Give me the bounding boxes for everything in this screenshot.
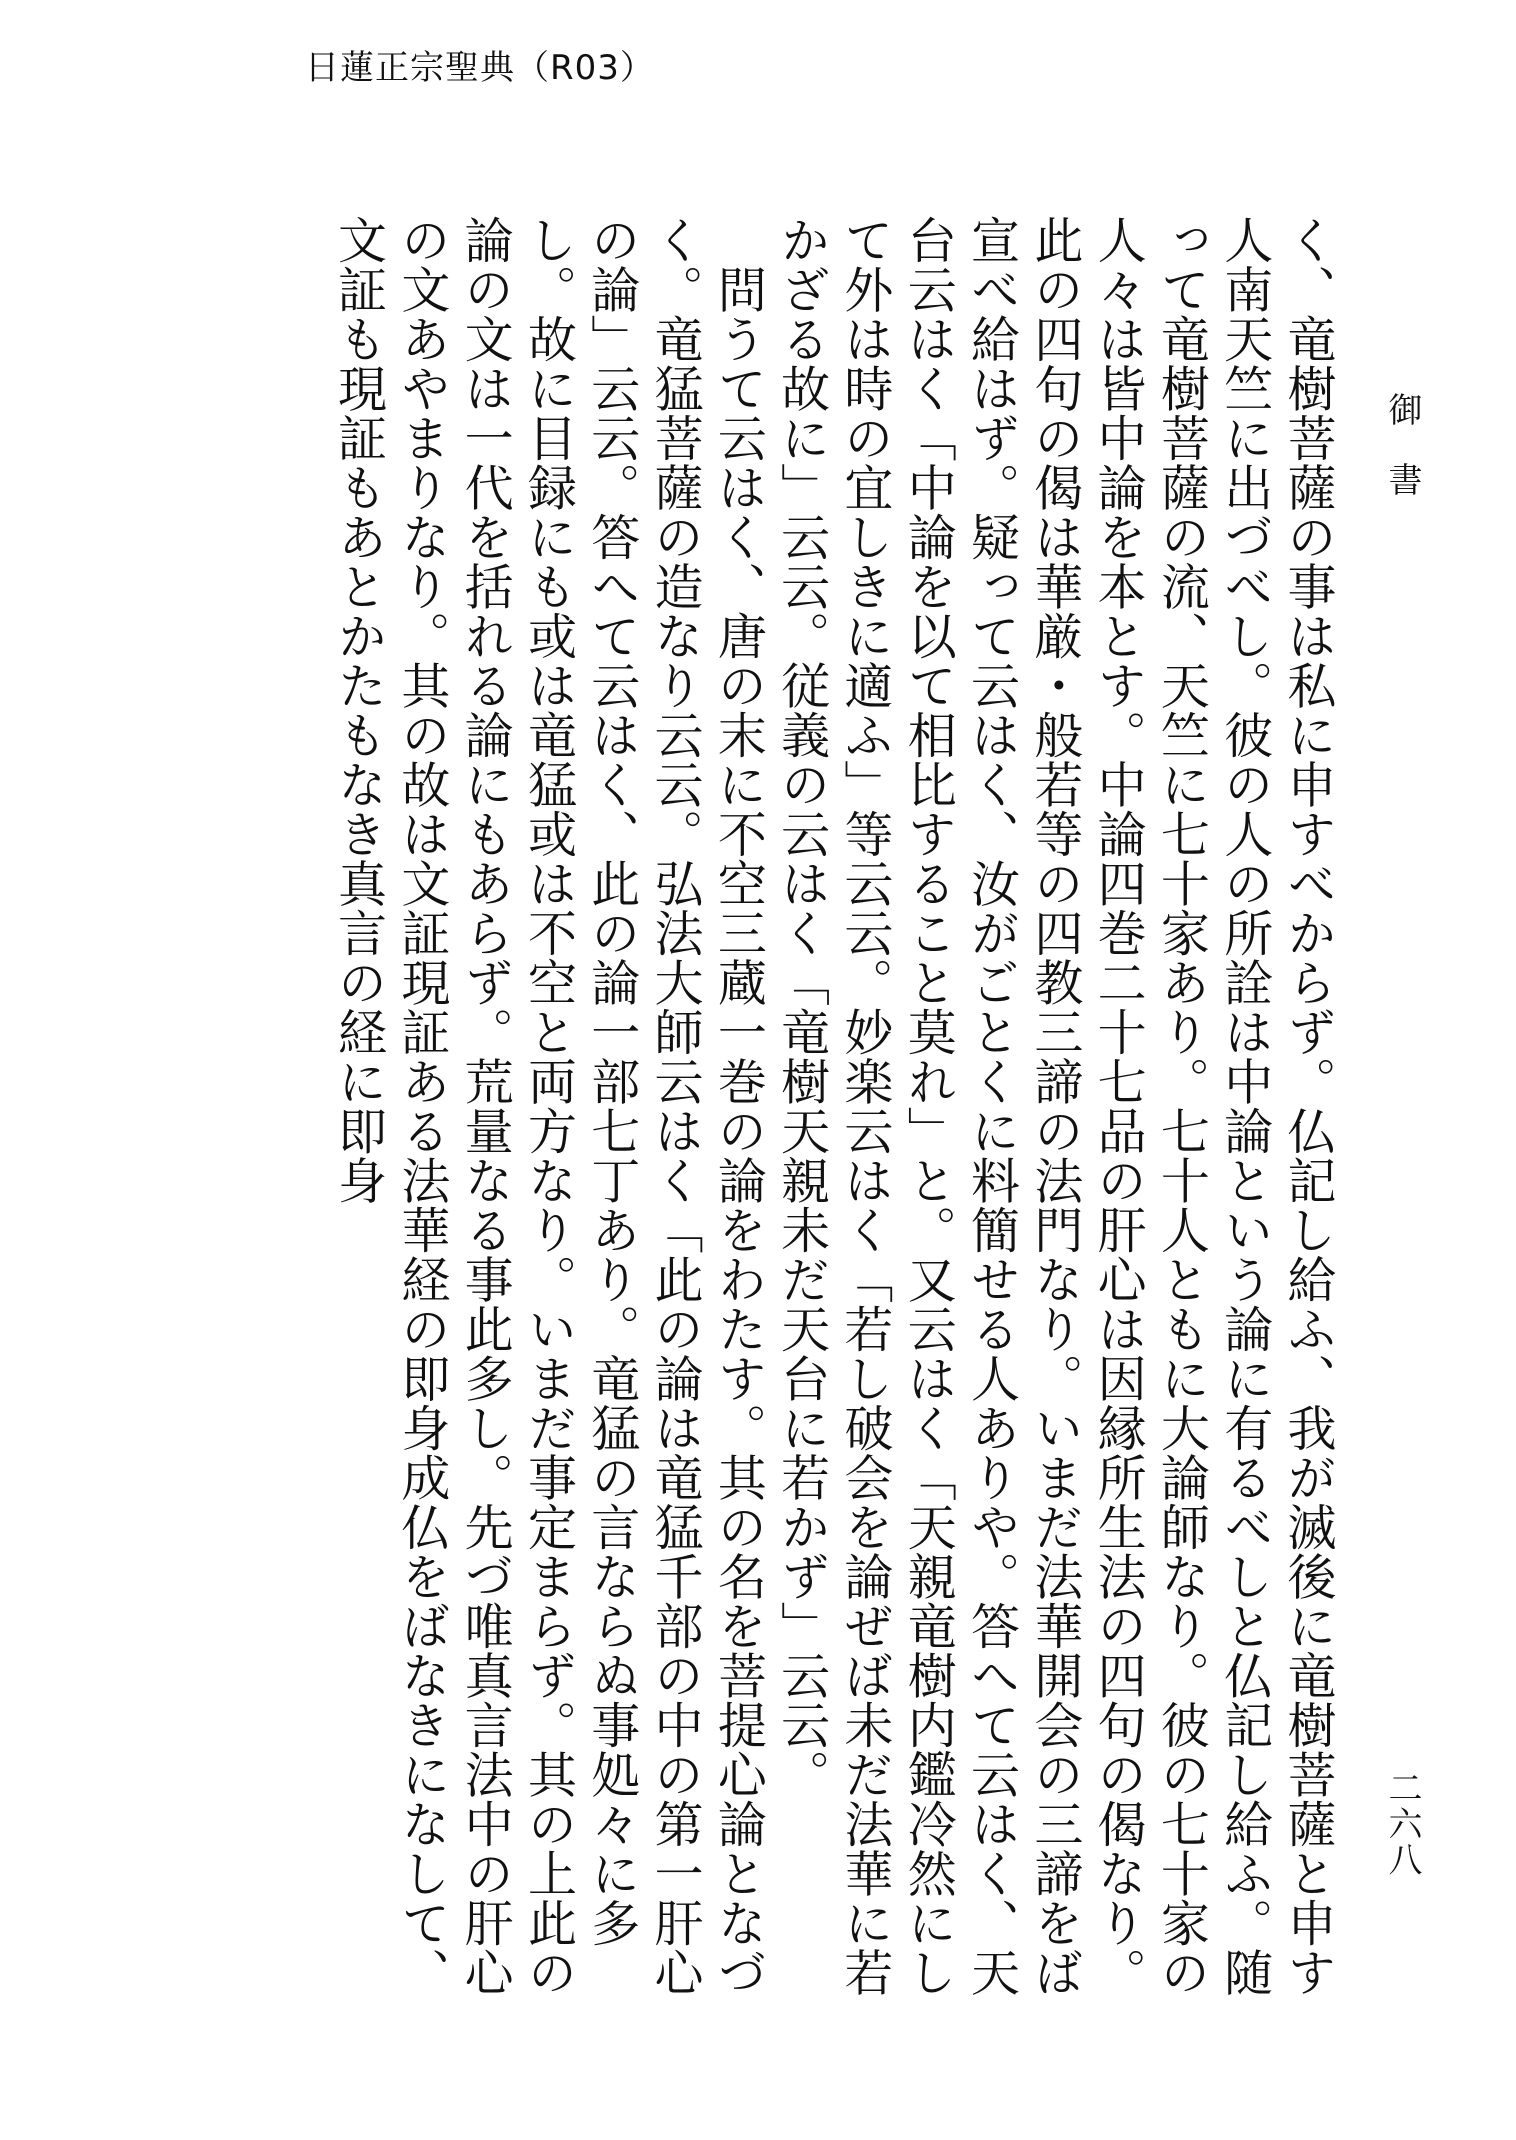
document-title: 日蓮正宗聖典（R03） xyxy=(305,48,655,88)
paragraph-2: 問うて云はく、唐の末に不空三蔵一巻の論をわたす。其の名を菩提心論となづく。竜猛菩薩の造なり云云。弘法大師云はく「此の論は竜猛千部の中の第一肝心の論」云云。答へて云はく、此の論一部七丁あり。竜猛の言ならぬ事処々に多し。故に目録にも或は竜猛或は不空と両方なり。いまだ事定まらず。其の上此の論の文は一代を括れる論にもあらず。荒量なる事此多し。先づ唯真言法中の肝心の文あやまりなり。其の故は文証現証ある法華経の即身成仏をばなきになして、文証も現証もあとかたもなき真言の経に即身 xyxy=(330,215,768,1997)
section-label: 御書 xyxy=(1382,392,1422,532)
page-number: 二六八 xyxy=(1382,1770,1422,1878)
paragraph-1: く、竜樹菩薩の事は私に申すべからず。仏記し給ふ、我が滅後に竜樹菩薩と申す人南天竺に出づべし。彼の人の所詮は中論という論に有るべしと仏記し給ふ。随って竜樹菩薩の流、天竺に七十家あり。七十人ともに大論師なり。彼の七十家の人々は皆中論を本とす。中論四巻二十七品の肝心は因縁所生法の四句の偈なり。此の四句の偈は華厳・般若等の四教三諦の法門なり。いまだ法華開会の三諦をば宣べ給はず。疑って云はく、汝がごとくに料簡せる人ありや。答へて云はく、天台云はく「中論を以て相比すること莫れ」と。又云はく「天親竜樹内鑑冷然にして外は時の宜しきに適ふ」等云云。妙楽云はく「若し破会を論ぜば未だ法華に若かざる故に」云云。従義の云はく「竜樹天親未だ天台に若かず」云云。 xyxy=(773,215,1337,1997)
body-text xyxy=(220,215,1340,2005)
